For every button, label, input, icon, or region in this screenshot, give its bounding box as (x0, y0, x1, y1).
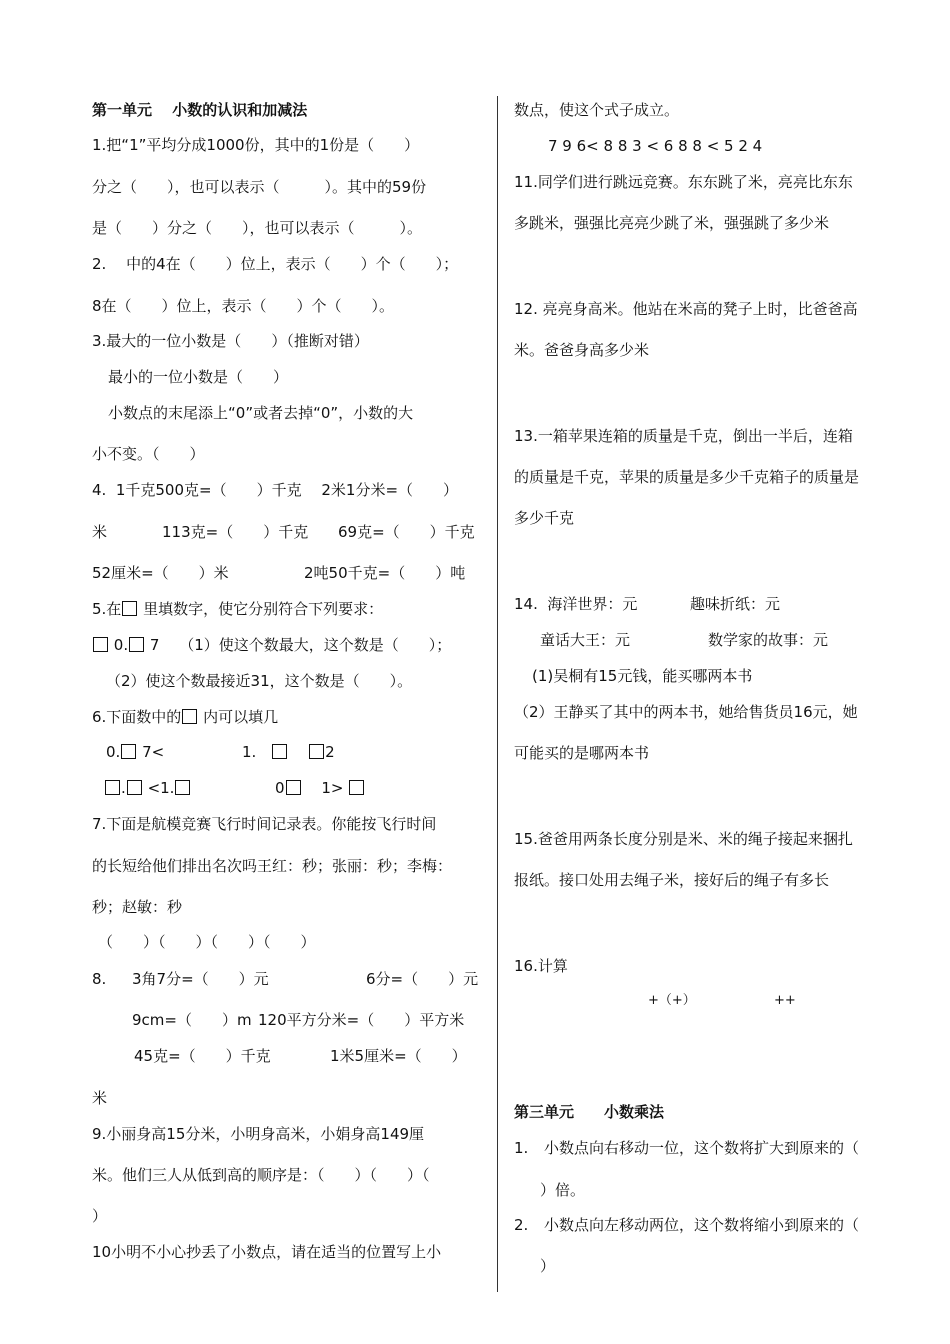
q1-line1: 1.把“1”平均分成1000份，其中的1份是（ ） (92, 136, 420, 154)
q8-item1: 3角7分=（ ）元 (132, 970, 269, 988)
q14-sub2: （2）王静买了其中的两本书，她给售货员16元，她 (514, 703, 858, 721)
q4-line2b: 113克=（ ）千克 (162, 523, 309, 541)
u3q2-num: 2. (514, 1216, 529, 1234)
blank-box (121, 744, 136, 759)
q16-expr2: ++ (774, 993, 796, 1008)
q8-item6-unit: 米 (92, 1089, 108, 1107)
q6-line1 (92, 707, 278, 727)
q8-num: 8. (92, 970, 107, 988)
q7-line4: （ ）（ ）（ ）（ ） (98, 933, 316, 951)
q4-line1: 4. 1千克500克=（ ）千克 2米1分米=（ ） (92, 481, 459, 499)
q6-text: 2 (325, 743, 335, 761)
q6-text: 7< (142, 743, 165, 761)
unit1-heading: 第一单元 小数的认识和加减法 (92, 101, 308, 119)
q2-line2: 8在（ ）位上，表示（ ）个（ ）。 (92, 297, 395, 315)
q6-item4 (275, 778, 365, 798)
q13-line3: 多少千克 (514, 509, 575, 527)
q8-item4: 120平方分米=（ ）平方米 (258, 1011, 465, 1029)
blank-box (349, 780, 364, 795)
q4-line3b: 2吨50千克=（ ）吨 (304, 564, 466, 582)
q14-sub2-cont: 可能买的是哪两本书 (514, 744, 650, 762)
q6-text: 0 (275, 779, 285, 797)
q6-item1 (106, 742, 164, 762)
q13-line2: 的质量是千克，苹果的质量是多少千克箱子的质量是 (514, 468, 860, 486)
u3q1-line2: ）倍。 (540, 1181, 586, 1199)
q4-line2c: 69克=（ ）千克 (338, 523, 475, 541)
q14-item1: 14. 海洋世界：元 (514, 595, 638, 613)
q3-line3: 小数点的末尾添上“0”或者去掉“0”，小数的大 (108, 404, 414, 422)
q9-line1: 9.小丽身高15分米，小明身高米，小娟身高149厘 (92, 1125, 425, 1143)
q5-sub1: （1）使这个数最大，这个数是（ ）； (179, 636, 452, 654)
q8-item5: 45克=（ ）千克 (134, 1047, 271, 1065)
q4-line3a: 52厘米=（ ）米 (92, 564, 229, 582)
q16-expr1: +（+） (648, 993, 696, 1008)
q8-item2: 6分=（ ）元 (366, 970, 479, 988)
q6-prefix: 6.下面数中的 (92, 708, 182, 726)
q10-expression: 7 9 6< 8 8 3 < 6 8 8 < 5 2 4 (548, 137, 763, 155)
q13-line1: 13.一箱苹果连箱的质量是千克，倒出一半后，连箱 (514, 427, 853, 445)
blank-box (272, 744, 287, 759)
blank-box (105, 780, 120, 795)
blank-box (175, 780, 190, 795)
q6-item3 (104, 778, 191, 798)
q6-instruction: 内可以填几 (203, 708, 279, 726)
q9-line3: ） (92, 1207, 108, 1225)
q3-line4: 小不变。（ ） (92, 445, 205, 463)
u3q1-line1: 小数点向右移动一位，这个数将扩大到原来的（ (544, 1139, 860, 1157)
q12-line1: 12. 亮亮身高米。他站在米高的凳子上时，比爸爸高 (514, 300, 858, 318)
q6-text: . (121, 779, 126, 797)
q6-text: 1> (321, 779, 344, 797)
u3q2-line2: ） (540, 1257, 556, 1275)
blank-box (182, 709, 197, 724)
blank-box (286, 780, 301, 795)
q5-prefix: 5.在 (92, 600, 122, 618)
u3q2-line1: 小数点向左移动两位，这个数将缩小到原来的（ (544, 1216, 860, 1234)
q4-line2a: 米 (92, 523, 108, 541)
q5-line3: （2）使这个数最接近31，这个数是（ ）。 (106, 672, 413, 690)
q14-item3: 童话大王：元 (540, 631, 631, 649)
q15-line2: 报纸。接口处用去绳子米，接好后的绳子有多长 (514, 871, 830, 889)
blank-box (129, 637, 144, 652)
q6-text: <1. (147, 779, 175, 797)
q8-item6: 1米5厘米=（ ） (330, 1047, 467, 1065)
q15-line1: 15.爸爸用两条长度分别是米、米的绳子接起来捆扎 (514, 830, 853, 848)
q12-line2: 米。爸爸身高多少米 (514, 341, 650, 359)
q3-line1: 3.最大的一位小数是（ ）（推断对错） (92, 332, 369, 350)
q5-line2 (92, 635, 451, 655)
unit3-heading: 第三单元 小数乘法 (514, 1103, 665, 1121)
blank-box (93, 637, 108, 652)
q6-text: 0. (106, 743, 121, 761)
q5-decimal: 0. (113, 636, 129, 654)
blank-box (309, 744, 324, 759)
blank-box (127, 780, 142, 795)
column-divider (497, 96, 498, 1292)
q10-line1: 10小明不小心抄丢了小数点，请在适当的位置写上小 (92, 1243, 442, 1261)
q10-line2: 数点，使这个式子成立。 (514, 101, 680, 119)
q7-line3: 秒；赵敏：秒 (92, 898, 183, 916)
q9-line2: 米。他们三人从低到高的顺序是：（ ）（ ）（ (92, 1166, 430, 1184)
q8-item3: 9cm=（ ）m (132, 1011, 252, 1029)
q11-line1: 11.同学们进行跳远竞赛。东东跳了米，亮亮比东东 (514, 173, 853, 191)
q16-title: 16.计算 (514, 957, 568, 975)
q2-line1: 2. 中的4在（ ）位上，表示（ ）个（ ）； (92, 255, 459, 273)
q7-line2: 的长短给他们排出名次吗王红：秒；张丽：秒；李梅： (92, 857, 453, 875)
q14-sub1: (1)吴桐有15元钱，能买哪两本书 (532, 667, 753, 685)
q11-line2: 多跳米，强强比亮亮少跳了米，强强跳了多少米 (514, 214, 830, 232)
q5-instruction: 里填数字，使它分别符合下列要求： (143, 600, 384, 618)
q5-line1 (92, 599, 383, 619)
q6-item2 (242, 742, 335, 762)
q6-text: 1. (242, 743, 257, 761)
blank-box (122, 601, 137, 616)
q14-item2: 趣味折纸：元 (690, 595, 781, 613)
q1-line3: 是（ ）分之（ ），也可以表示（ ）。 (92, 219, 423, 237)
u3q1-num: 1. (514, 1139, 529, 1157)
q7-line1: 7.下面是航模竞赛飞行时间记录表。你能按飞行时间 (92, 815, 437, 833)
q3-line2: 最小的一位小数是（ ） (108, 368, 289, 386)
q1-line2: 分之（ ），也可以表示（ ）。其中的59份 (92, 178, 427, 196)
q14-item4: 数学家的故事：元 (708, 631, 829, 649)
q5-digit: 7 (149, 636, 160, 654)
